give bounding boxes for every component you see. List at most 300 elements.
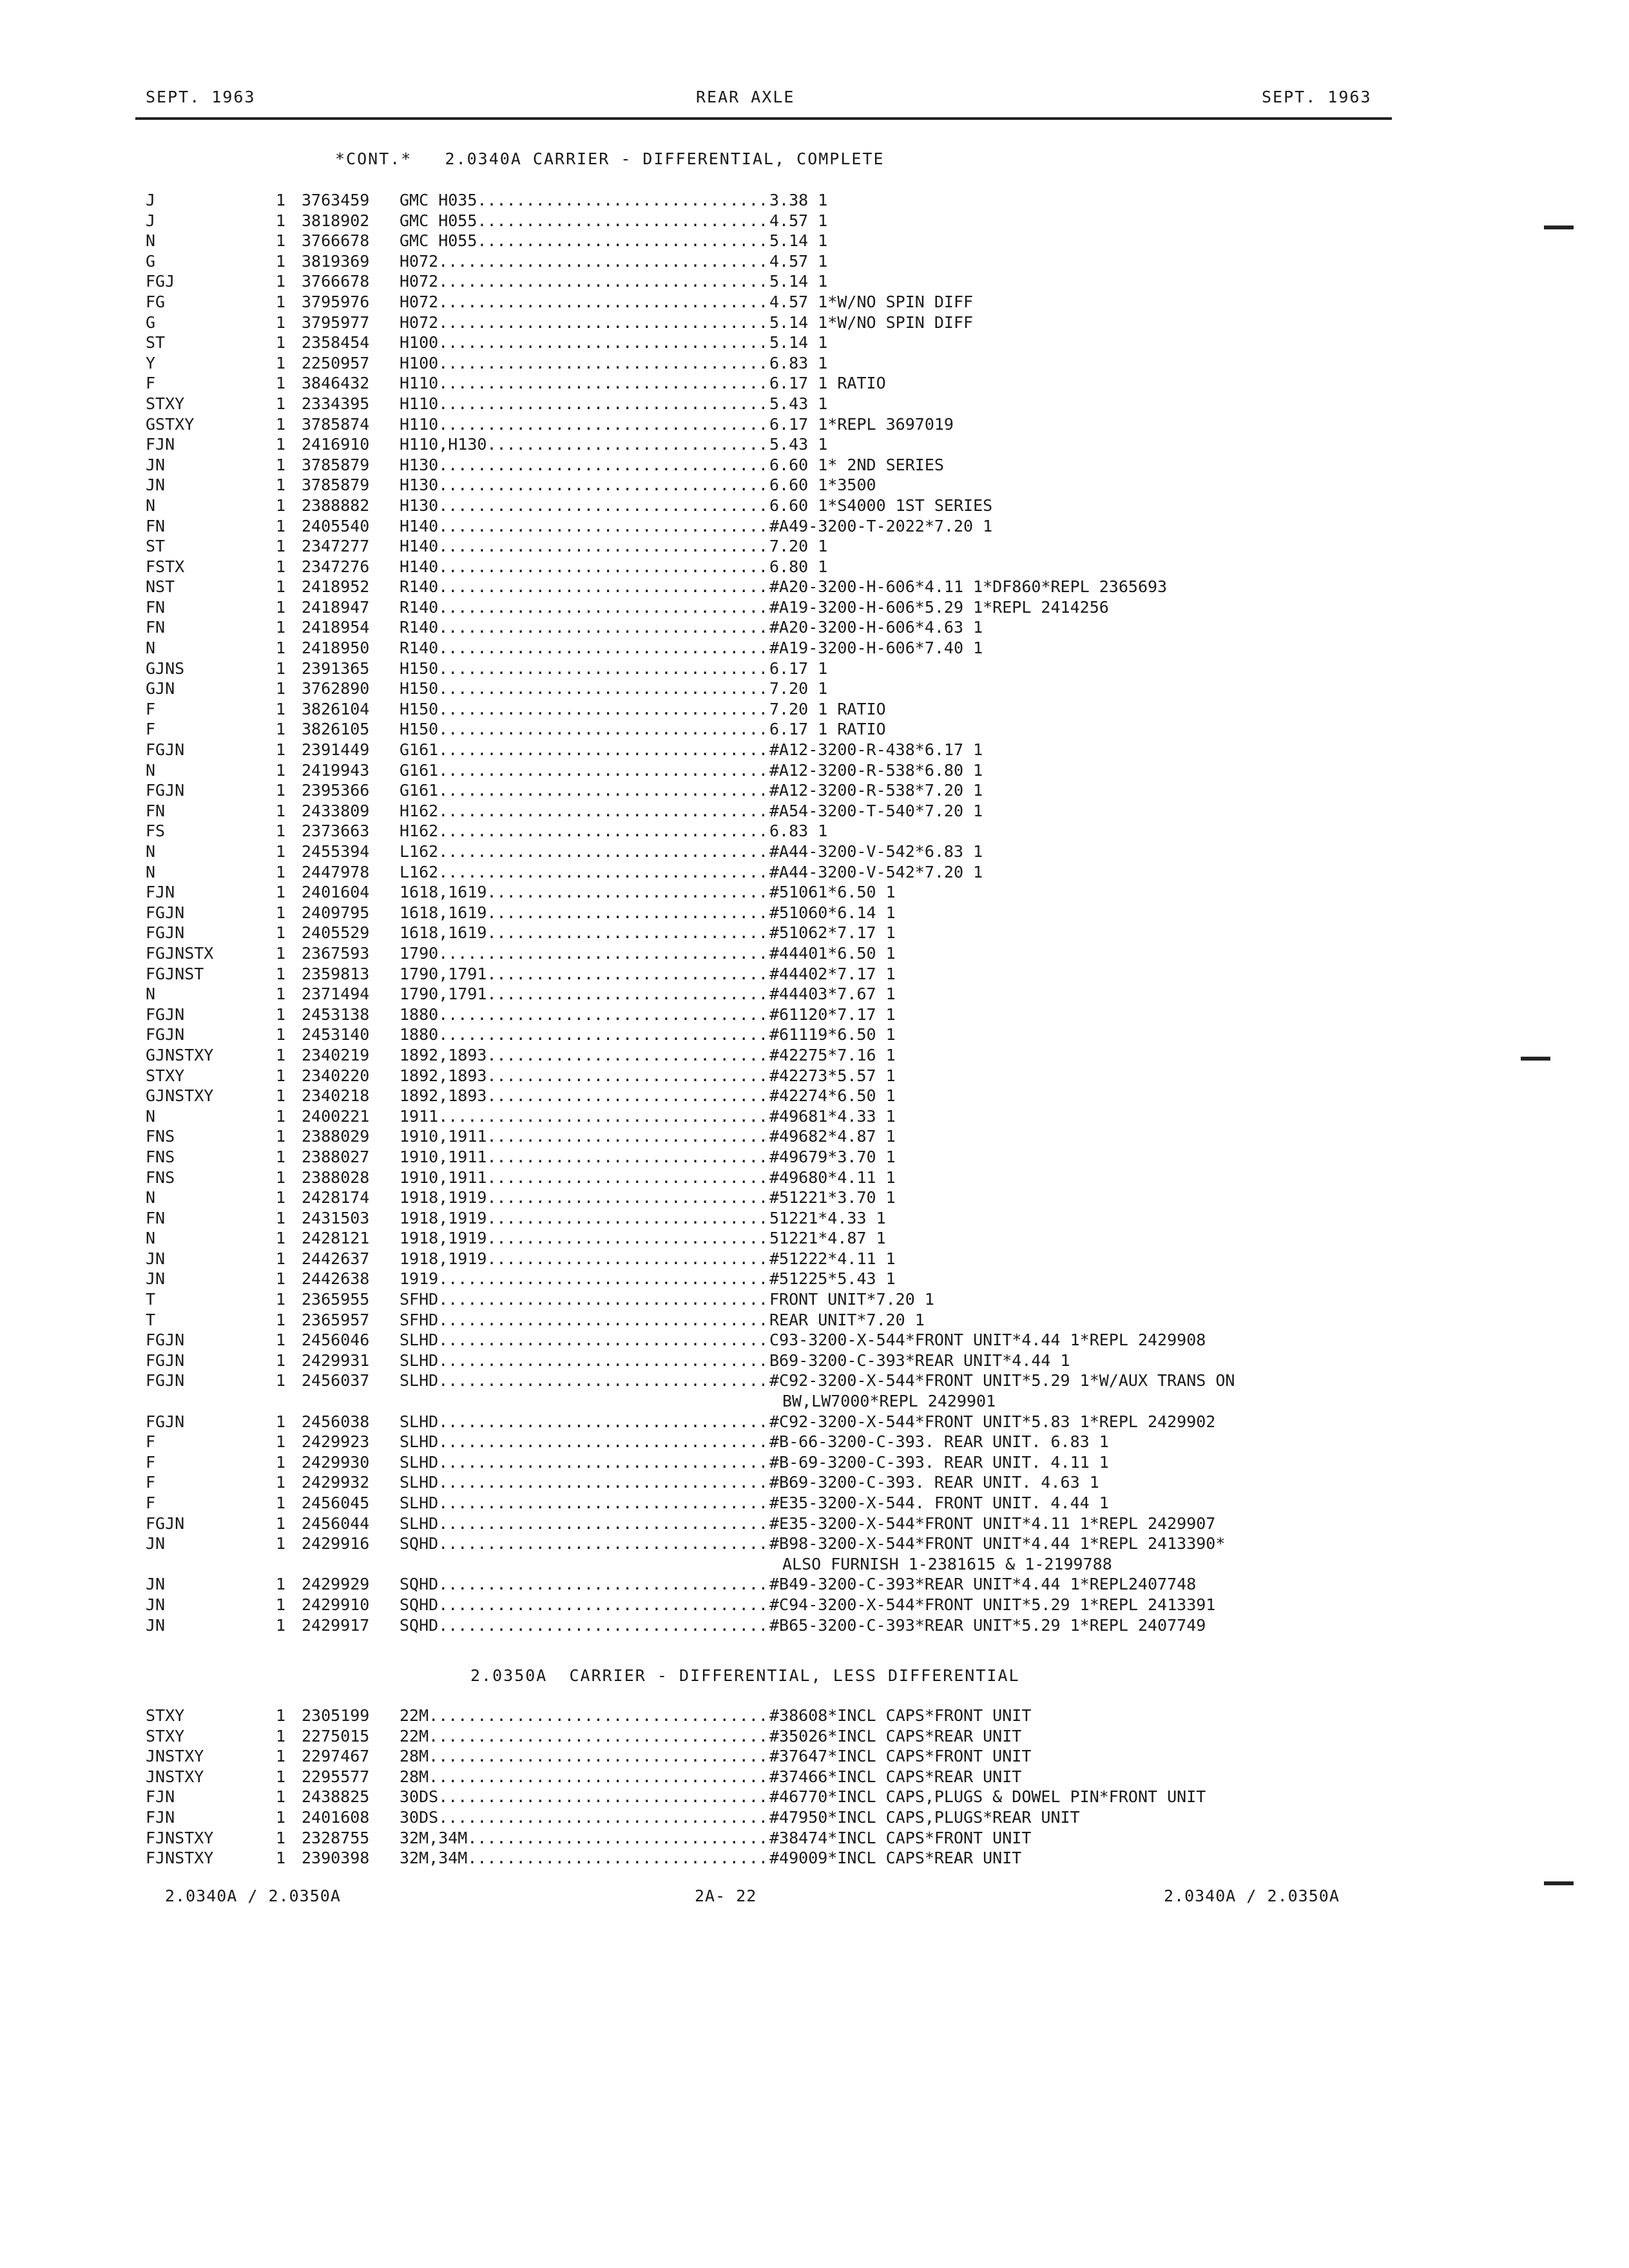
parts-row bbox=[0, 415, 1629, 436]
description: GMC H055.............................. bbox=[400, 211, 768, 230]
quantity: 1 bbox=[276, 1726, 286, 1745]
parts-row bbox=[0, 1168, 1629, 1189]
parts-row bbox=[0, 1747, 1629, 1767]
part-number: 2390398 bbox=[302, 1849, 370, 1868]
quantity: 1 bbox=[276, 720, 286, 739]
quantity: 1 bbox=[276, 1045, 286, 1064]
model-code: N bbox=[146, 862, 156, 881]
model-code: FS bbox=[146, 822, 166, 841]
model-code: JN bbox=[146, 1595, 166, 1614]
description: SLHD.................................. bbox=[400, 1514, 768, 1533]
description: R140.................................. bbox=[400, 639, 768, 658]
description: R140.................................. bbox=[400, 618, 768, 637]
parts-row bbox=[0, 1595, 1629, 1616]
quantity: 1 bbox=[276, 1494, 286, 1512]
model-code: F bbox=[146, 1452, 156, 1472]
model-code: Y bbox=[146, 353, 156, 372]
description: SQHD.................................. bbox=[400, 1534, 768, 1553]
parts-row bbox=[0, 659, 1629, 680]
reference-notes: #38608*INCL CAPS*FRONT UNIT bbox=[769, 1706, 1032, 1725]
part-number: 2455394 bbox=[302, 842, 370, 861]
description: SLHD.................................. bbox=[400, 1452, 768, 1472]
description: H150.................................. bbox=[400, 658, 768, 678]
part-number: 2365957 bbox=[302, 1310, 370, 1329]
description: 1892,1893............................. bbox=[400, 1045, 768, 1064]
quantity: 1 bbox=[276, 374, 286, 393]
parts-row bbox=[0, 1066, 1629, 1087]
part-number: 2431503 bbox=[302, 1208, 370, 1227]
reference-notes: #A19-3200-H-606*5.29 1*REPL 2414256 bbox=[769, 597, 1109, 617]
description: H100.................................. bbox=[400, 353, 768, 372]
parts-row bbox=[0, 1209, 1629, 1229]
quantity: 1 bbox=[276, 740, 286, 760]
part-number: 2456038 bbox=[302, 1412, 370, 1431]
reference-notes: #35026*INCL CAPS*REAR UNIT bbox=[769, 1726, 1022, 1745]
quantity: 1 bbox=[276, 1025, 286, 1044]
parts-row bbox=[0, 1849, 1629, 1869]
model-code: FG bbox=[146, 292, 166, 311]
model-code: FGJN bbox=[146, 1514, 185, 1533]
parts-row bbox=[0, 1494, 1629, 1514]
model-code: FGJN bbox=[146, 740, 185, 760]
quantity: 1 bbox=[276, 1787, 286, 1807]
quantity: 1 bbox=[276, 1514, 286, 1533]
description: L162.................................. bbox=[400, 862, 768, 881]
header-right: SEPT. 1963 bbox=[1262, 88, 1372, 106]
model-code: FGJN bbox=[146, 1004, 185, 1024]
description: H140.................................. bbox=[400, 516, 768, 535]
parts-row bbox=[0, 1249, 1629, 1270]
description: 1918,1919............................. bbox=[400, 1188, 768, 1207]
change-bar-mark bbox=[1544, 1881, 1574, 1885]
reference-notes: #A44-3200-V-542*6.83 1 bbox=[769, 842, 983, 861]
quantity: 1 bbox=[276, 1147, 286, 1166]
model-code: N bbox=[146, 231, 156, 251]
description: H150.................................. bbox=[400, 720, 768, 739]
model-code: STXY bbox=[146, 394, 185, 413]
quantity: 1 bbox=[276, 760, 286, 780]
model-code: FGJNST bbox=[146, 964, 204, 983]
reference-notes: #47950*INCL CAPS,PLUGS*REAR UNIT bbox=[769, 1807, 1080, 1827]
model-code: N bbox=[146, 639, 156, 658]
reference-notes: 6.80 1 bbox=[769, 557, 828, 576]
reference-notes: B69-3200-C-393*REAR UNIT*4.44 1 bbox=[769, 1350, 1070, 1370]
description: 1919.................................. bbox=[400, 1269, 768, 1289]
description: L162.................................. bbox=[400, 842, 768, 861]
reference-notes: #C92-3200-X-544*FRONT UNIT*5.83 1*REPL 2429902 bbox=[769, 1412, 1216, 1431]
model-code: FGJN bbox=[146, 1025, 185, 1044]
parts-row bbox=[0, 1392, 1629, 1412]
parts-row bbox=[0, 1269, 1629, 1290]
part-number: 2418950 bbox=[302, 639, 370, 658]
quantity: 1 bbox=[276, 1106, 286, 1126]
part-number: 2429923 bbox=[302, 1432, 370, 1452]
reference-notes: #49009*INCL CAPS*REAR UNIT bbox=[769, 1849, 1022, 1868]
model-code: JN bbox=[146, 1575, 166, 1594]
description: H110,H130............................. bbox=[400, 435, 768, 454]
part-number: 2433809 bbox=[302, 801, 370, 820]
quantity: 1 bbox=[276, 842, 286, 861]
description: H110.................................. bbox=[400, 374, 768, 393]
model-code: T bbox=[146, 1310, 156, 1329]
quantity: 1 bbox=[276, 414, 286, 434]
description: SFHD.................................. bbox=[400, 1290, 768, 1309]
quantity: 1 bbox=[276, 1534, 286, 1553]
part-number: 3766678 bbox=[302, 272, 370, 291]
description: 1618,1619............................. bbox=[400, 923, 768, 943]
parts-row bbox=[0, 923, 1629, 944]
reference-notes: #A44-3200-V-542*7.20 1 bbox=[769, 862, 983, 881]
section-title-2-0340a: *CONT.* 2.0340A CARRIER - DIFFERENTIAL, COMPLETE bbox=[335, 149, 885, 168]
model-code: GJNSTXY bbox=[146, 1045, 214, 1064]
reference-notes: 3.38 1 bbox=[769, 191, 828, 209]
quantity: 1 bbox=[276, 883, 286, 902]
model-code: FNS bbox=[146, 1147, 175, 1166]
model-code: FJN bbox=[146, 435, 175, 454]
quantity: 1 bbox=[276, 658, 286, 678]
model-code: FGJNSTX bbox=[146, 943, 214, 963]
quantity: 1 bbox=[276, 312, 286, 332]
part-number: 3762890 bbox=[302, 679, 370, 698]
part-number: 2456044 bbox=[302, 1514, 370, 1533]
part-number: 2295577 bbox=[302, 1767, 370, 1786]
quantity: 1 bbox=[276, 476, 286, 495]
reference-notes: 6.17 1 RATIO bbox=[769, 720, 886, 739]
model-code: GJN bbox=[146, 679, 175, 698]
model-code: JN bbox=[146, 1249, 166, 1268]
part-number: 2429929 bbox=[302, 1575, 370, 1594]
part-number: 2429931 bbox=[302, 1350, 370, 1370]
parts-row bbox=[0, 679, 1629, 700]
parts-row bbox=[0, 1025, 1629, 1046]
part-number: 2429916 bbox=[302, 1534, 370, 1553]
model-code: ST bbox=[146, 333, 166, 352]
parts-row bbox=[0, 333, 1629, 354]
model-code: FSTX bbox=[146, 557, 185, 576]
reference-notes: #51062*7.17 1 bbox=[769, 923, 896, 943]
part-number: 2418952 bbox=[302, 577, 370, 597]
reference-notes: #E35-3200-X-544*FRONT UNIT*4.11 1*REPL 2429907 bbox=[769, 1514, 1216, 1533]
reference-notes: #38474*INCL CAPS*FRONT UNIT bbox=[769, 1828, 1032, 1847]
reference-notes: #46770*INCL CAPS,PLUGS & DOWEL PIN*FRONT UNIT bbox=[769, 1787, 1206, 1807]
model-code: N bbox=[146, 1106, 156, 1126]
parts-row bbox=[0, 1767, 1629, 1788]
parts-row bbox=[0, 1808, 1629, 1829]
quantity: 1 bbox=[276, 1575, 286, 1594]
model-code: FGJN bbox=[146, 903, 185, 922]
reference-notes: #44403*7.67 1 bbox=[769, 985, 896, 1004]
parts-row bbox=[0, 1514, 1629, 1535]
parts-row bbox=[0, 374, 1629, 394]
part-number: 3846432 bbox=[302, 374, 370, 393]
description: 22M................................... bbox=[400, 1706, 768, 1725]
reference-notes: #A12-3200-R-538*6.80 1 bbox=[769, 760, 983, 780]
part-number: 2418947 bbox=[302, 597, 370, 617]
part-number: 2429917 bbox=[302, 1615, 370, 1635]
description: SQHD.................................. bbox=[400, 1575, 768, 1594]
description: H072.................................. bbox=[400, 292, 768, 311]
quantity: 1 bbox=[276, 679, 286, 698]
quantity: 1 bbox=[276, 1310, 286, 1329]
reference-notes: #37647*INCL CAPS*FRONT UNIT bbox=[769, 1747, 1032, 1766]
quantity: 1 bbox=[276, 1412, 286, 1431]
parts-row bbox=[0, 252, 1629, 273]
model-code: FJNSTXY bbox=[146, 1849, 214, 1868]
description: 30DS.................................. bbox=[400, 1787, 768, 1807]
model-code: F bbox=[146, 374, 156, 393]
reference-notes: #49679*3.70 1 bbox=[769, 1147, 896, 1166]
parts-row bbox=[0, 456, 1629, 476]
reference-notes: 6.17 1*REPL 3697019 bbox=[769, 414, 954, 434]
quantity: 1 bbox=[276, 699, 286, 718]
parts-row bbox=[0, 720, 1629, 740]
description: H150.................................. bbox=[400, 679, 768, 698]
model-code: FNS bbox=[146, 1127, 175, 1146]
quantity: 1 bbox=[276, 191, 286, 209]
part-number: 2429910 bbox=[302, 1595, 370, 1614]
model-code: G bbox=[146, 251, 156, 271]
reference-notes: #49681*4.33 1 bbox=[769, 1106, 896, 1126]
part-number: 2442638 bbox=[302, 1269, 370, 1289]
reference-notes: #B-69-3200-C-393. REAR UNIT. 4.11 1 bbox=[769, 1452, 1109, 1472]
parts-row bbox=[0, 476, 1629, 496]
model-code: FJN bbox=[146, 1807, 175, 1827]
reference-notes: #61119*6.50 1 bbox=[769, 1025, 896, 1044]
parts-row bbox=[0, 1188, 1629, 1209]
description: 1911.................................. bbox=[400, 1106, 768, 1126]
model-code: JN bbox=[146, 455, 166, 474]
description: 1618,1619............................. bbox=[400, 883, 768, 902]
parts-row bbox=[0, 1229, 1629, 1249]
part-number: 2405529 bbox=[302, 923, 370, 943]
description: H162.................................. bbox=[400, 822, 768, 841]
reference-notes: #A12-3200-R-538*7.20 1 bbox=[769, 781, 983, 800]
reference-notes: #51225*5.43 1 bbox=[769, 1269, 896, 1289]
parts-row bbox=[0, 211, 1629, 232]
quantity: 1 bbox=[276, 537, 286, 556]
reference-notes: FRONT UNIT*7.20 1 bbox=[769, 1290, 934, 1309]
model-code: JN bbox=[146, 1615, 166, 1635]
part-number: 2447978 bbox=[302, 862, 370, 881]
model-code: NST bbox=[146, 577, 175, 597]
description: 22M................................... bbox=[400, 1726, 768, 1745]
description: SLHD.................................. bbox=[400, 1350, 768, 1370]
model-code: J bbox=[146, 211, 156, 230]
quantity: 1 bbox=[276, 251, 286, 271]
parts-row bbox=[0, 863, 1629, 883]
part-number: 2456045 bbox=[302, 1494, 370, 1512]
description: 1910,1911............................. bbox=[400, 1168, 768, 1187]
part-number: 2365955 bbox=[302, 1290, 370, 1309]
parts-row bbox=[0, 965, 1629, 985]
description: 1918,1919............................. bbox=[400, 1208, 768, 1227]
quantity: 1 bbox=[276, 1086, 286, 1106]
description: SLHD.................................. bbox=[400, 1371, 768, 1390]
model-code: FJN bbox=[146, 1787, 175, 1807]
description: SQHD.................................. bbox=[400, 1615, 768, 1635]
change-bar-mark bbox=[1544, 226, 1574, 229]
reference-notes: #A20-3200-H-606*4.63 1 bbox=[769, 618, 983, 637]
model-code: N bbox=[146, 842, 156, 861]
part-number: 3785874 bbox=[302, 414, 370, 434]
description: GMC H055.............................. bbox=[400, 231, 768, 251]
parts-row bbox=[0, 1616, 1629, 1637]
description: 1790.................................. bbox=[400, 943, 768, 963]
reference-notes: #49682*4.87 1 bbox=[769, 1127, 896, 1146]
quantity: 1 bbox=[276, 1004, 286, 1024]
description: SLHD.................................. bbox=[400, 1412, 768, 1431]
part-number: 3763459 bbox=[302, 191, 370, 209]
parts-row bbox=[0, 1555, 1629, 1575]
part-number: 2401604 bbox=[302, 883, 370, 902]
parts-row bbox=[0, 740, 1629, 761]
quantity: 1 bbox=[276, 923, 286, 943]
continuation-text: ALSO FURNISH 1-2381615 & 1-2199788 bbox=[782, 1554, 1112, 1573]
reference-notes: 7.20 1 RATIO bbox=[769, 699, 886, 718]
parts-row bbox=[0, 700, 1629, 720]
reference-notes: 4.57 1 bbox=[769, 211, 828, 230]
parts-row bbox=[0, 1453, 1629, 1474]
quantity: 1 bbox=[276, 1350, 286, 1370]
reference-notes: #A54-3200-T-540*7.20 1 bbox=[769, 801, 983, 820]
description: H072.................................. bbox=[400, 312, 768, 332]
quantity: 1 bbox=[276, 455, 286, 474]
quantity: 1 bbox=[276, 1473, 286, 1492]
description: 32M,34M............................... bbox=[400, 1828, 768, 1847]
reference-notes: 6.60 1* 2ND SERIES bbox=[769, 455, 944, 474]
parts-row bbox=[0, 903, 1629, 924]
parts-row bbox=[0, 1107, 1629, 1128]
description: 1880.................................. bbox=[400, 1004, 768, 1024]
reference-notes: 5.14 1 bbox=[769, 231, 828, 251]
quantity: 1 bbox=[276, 781, 286, 800]
part-number: 2438825 bbox=[302, 1787, 370, 1807]
reference-notes: 5.43 1 bbox=[769, 394, 828, 413]
model-code: N bbox=[146, 1188, 156, 1207]
header-rule bbox=[135, 117, 1392, 120]
description: R140.................................. bbox=[400, 597, 768, 617]
quantity: 1 bbox=[276, 1615, 286, 1635]
parts-row bbox=[0, 883, 1629, 903]
reference-notes: #42274*6.50 1 bbox=[769, 1086, 896, 1106]
reference-notes: #44401*6.50 1 bbox=[769, 943, 896, 963]
reference-notes: 4.57 1*W/NO SPIN DIFF bbox=[769, 292, 974, 311]
part-number: 2340218 bbox=[302, 1086, 370, 1106]
part-number: 2334395 bbox=[302, 394, 370, 413]
description: SLHD.................................. bbox=[400, 1432, 768, 1452]
reference-notes: #51060*6.14 1 bbox=[769, 903, 896, 922]
model-code: F bbox=[146, 720, 156, 739]
model-code: GJNS bbox=[146, 658, 185, 678]
description: H072.................................. bbox=[400, 272, 768, 291]
parts-row bbox=[0, 598, 1629, 619]
part-number: 2340219 bbox=[302, 1045, 370, 1064]
description: H130.................................. bbox=[400, 455, 768, 474]
quantity: 1 bbox=[276, 231, 286, 251]
model-code: F bbox=[146, 699, 156, 718]
part-number: 2418954 bbox=[302, 618, 370, 637]
reference-notes: #C92-3200-X-544*FRONT UNIT*5.29 1*W/AUX TRANS ON bbox=[769, 1371, 1235, 1390]
reference-notes: #B98-3200-X-544*FRONT UNIT*4.44 1*REPL 2413390* bbox=[769, 1534, 1226, 1553]
quantity: 1 bbox=[276, 495, 286, 515]
reference-notes: #42273*5.57 1 bbox=[769, 1066, 896, 1085]
description: SLHD.................................. bbox=[400, 1494, 768, 1512]
part-number: 2371494 bbox=[302, 985, 370, 1004]
parts-row bbox=[0, 1706, 1629, 1727]
quantity: 1 bbox=[276, 1208, 286, 1227]
model-code: FN bbox=[146, 801, 166, 820]
part-number: 3785879 bbox=[302, 476, 370, 495]
quantity: 1 bbox=[276, 1371, 286, 1390]
footer-left: 2.0340A / 2.0350A bbox=[165, 1887, 341, 1905]
description: 1892,1893............................. bbox=[400, 1086, 768, 1106]
model-code: F bbox=[146, 1432, 156, 1452]
reference-notes: 6.17 1 bbox=[769, 658, 828, 678]
model-code: ST bbox=[146, 537, 166, 556]
part-number: 2453138 bbox=[302, 1004, 370, 1024]
model-code: FGJN bbox=[146, 1331, 185, 1350]
part-number: 2428121 bbox=[302, 1229, 370, 1248]
model-code: FJNSTXY bbox=[146, 1828, 214, 1847]
reference-notes: 6.83 1 bbox=[769, 353, 828, 372]
description: H100.................................. bbox=[400, 333, 768, 352]
description: 1618,1619............................. bbox=[400, 903, 768, 922]
reference-notes: #51221*3.70 1 bbox=[769, 1188, 896, 1207]
description: H162.................................. bbox=[400, 801, 768, 820]
part-number: 2359813 bbox=[302, 964, 370, 983]
continuation-text: BW,LW7000*REPL 2429901 bbox=[782, 1392, 996, 1411]
description: 1790,1791............................. bbox=[400, 964, 768, 983]
part-number: 2429932 bbox=[302, 1473, 370, 1492]
model-code: G bbox=[146, 312, 156, 332]
quantity: 1 bbox=[276, 985, 286, 1004]
part-number: 2347276 bbox=[302, 557, 370, 576]
quantity: 1 bbox=[276, 1706, 286, 1725]
model-code: JNSTXY bbox=[146, 1767, 204, 1786]
model-code: F bbox=[146, 1494, 156, 1512]
model-code: GJNSTXY bbox=[146, 1086, 214, 1106]
parts-list-2-0350a bbox=[0, 1706, 1629, 1869]
quantity: 1 bbox=[276, 1331, 286, 1350]
description: SLHD.................................. bbox=[400, 1331, 768, 1350]
parts-row bbox=[0, 191, 1629, 211]
model-code: STXY bbox=[146, 1726, 185, 1745]
part-number: 2388027 bbox=[302, 1147, 370, 1166]
parts-row bbox=[0, 618, 1629, 639]
parts-row bbox=[0, 272, 1629, 293]
model-code: JN bbox=[146, 476, 166, 495]
parts-list-2-0340a bbox=[0, 191, 1629, 1636]
description: R140.................................. bbox=[400, 577, 768, 597]
description: 1918,1919............................. bbox=[400, 1229, 768, 1248]
description: 32M,34M............................... bbox=[400, 1849, 768, 1868]
parts-row bbox=[0, 557, 1629, 578]
quantity: 1 bbox=[276, 1127, 286, 1146]
quantity: 1 bbox=[276, 1066, 286, 1085]
quantity: 1 bbox=[276, 1849, 286, 1868]
model-code: STXY bbox=[146, 1706, 185, 1725]
description: H130.................................. bbox=[400, 495, 768, 515]
reference-notes: 4.57 1 bbox=[769, 251, 828, 271]
part-number: 2419943 bbox=[302, 760, 370, 780]
model-code: JN bbox=[146, 1269, 166, 1289]
part-number: 2347277 bbox=[302, 537, 370, 556]
quantity: 1 bbox=[276, 1188, 286, 1207]
parts-row bbox=[0, 313, 1629, 334]
part-number: 2367593 bbox=[302, 943, 370, 963]
parts-row bbox=[0, 231, 1629, 252]
parts-row bbox=[0, 1086, 1629, 1107]
